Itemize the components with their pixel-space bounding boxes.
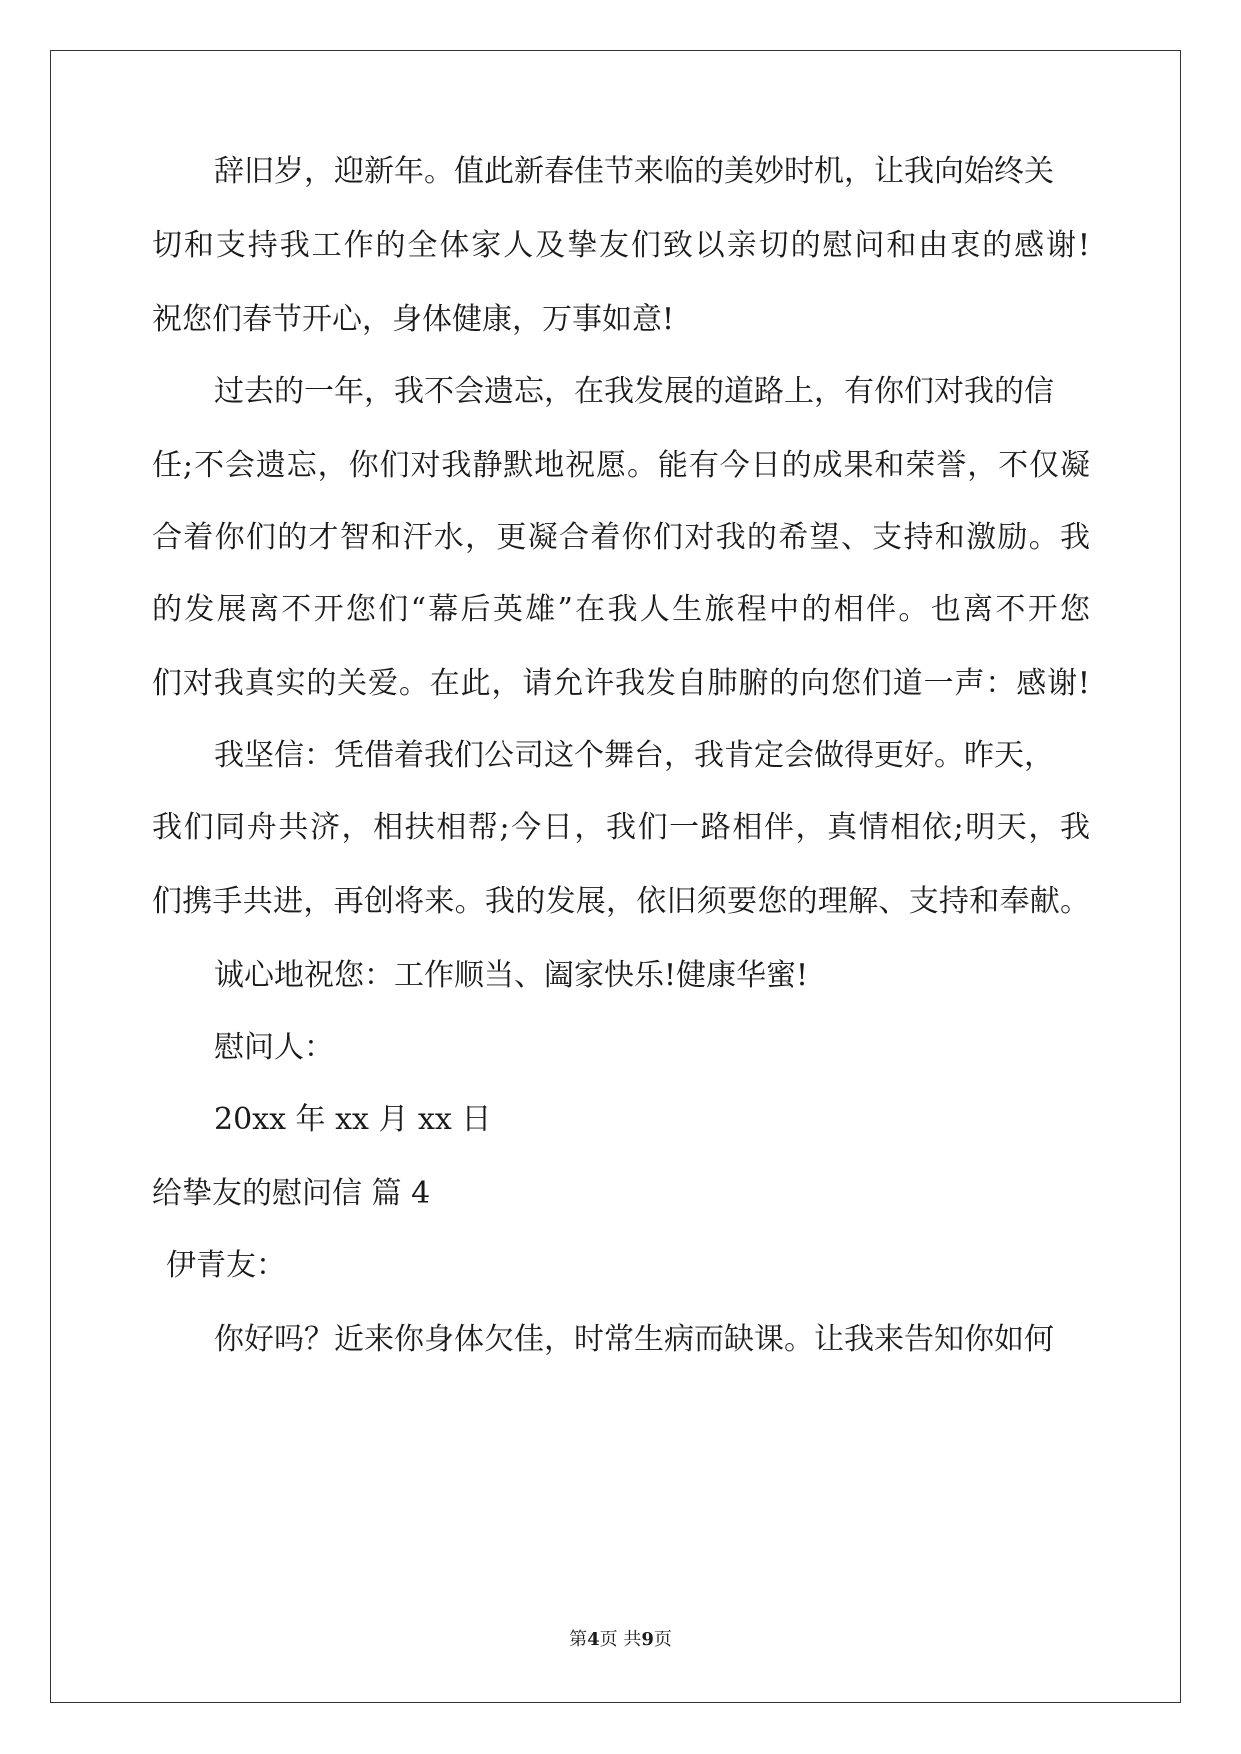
- paragraph-2-line-1: 过去的一年，我不会遗忘，在我发展的道路上，有你们对我的信: [214, 374, 1054, 409]
- section-title: 给挚友的慰问信 篇 4: [152, 1176, 431, 1211]
- paragraph-2-line-3: 合着你们的才智和汗水，更凝合着你们对我的希望、支持和激励。我: [152, 520, 1090, 555]
- paragraph-2-line-5: 们对我真实的关爱。在此，请允许我发自肺腑的向您们道一声：感谢!: [152, 666, 1090, 701]
- closing-wish: 诚心地祝您：工作顺当、阖家快乐!健康华蜜!: [214, 958, 809, 993]
- footer-suffix: 页: [653, 1629, 672, 1650]
- page-footer: [0, 1628, 1241, 1652]
- paragraph-1-line-2: 切和支持我工作的全体家人及挚友们致以亲切的慰问和由衷的感谢!: [152, 228, 1090, 263]
- page-border: [50, 50, 1181, 1703]
- current-page-number: 4: [587, 1629, 600, 1650]
- paragraph-1-line-3: 祝您们春节开心，身体健康，万事如意!: [152, 302, 675, 337]
- letter-date: 20xx 年 xx 月 xx 日: [214, 1102, 492, 1137]
- section-paragraph-1: 你好吗？近来你身体欠佳，时常生病而缺课。让我来告知你如何: [214, 1322, 1054, 1357]
- paragraph-3-line-2: 我们同舟共济，相扶相帮;今日，我们一路相伴，真情相依;明天，我: [152, 810, 1090, 845]
- paragraph-2-line-2: 任;不会遗忘，你们对我静默地祝愿。能有今日的成果和荣誉，不仅凝: [152, 448, 1090, 483]
- salutation: 伊青友：: [166, 1248, 286, 1283]
- footer-mid: 页 共: [599, 1629, 642, 1650]
- paragraph-3-line-3: 们携手共进，再创将来。我的发展，依旧须要您的理解、支持和奉献。: [152, 884, 1090, 919]
- signer-label: 慰问人：: [214, 1030, 334, 1065]
- footer-prefix: 第: [569, 1629, 588, 1650]
- paragraph-3-line-1: 我坚信：凭借着我们公司这个舞台，我肯定会做得更好。昨天，: [214, 738, 1054, 773]
- paragraph-1-line-1: 辞旧岁，迎新年。值此新春佳节来临的美妙时机，让我向始终关: [214, 154, 1054, 189]
- paragraph-2-line-4: 的发展离不开您们“幕后英雄”在我人生旅程中的相伴。也离不开您: [152, 592, 1090, 627]
- total-page-number: 9: [641, 1629, 654, 1650]
